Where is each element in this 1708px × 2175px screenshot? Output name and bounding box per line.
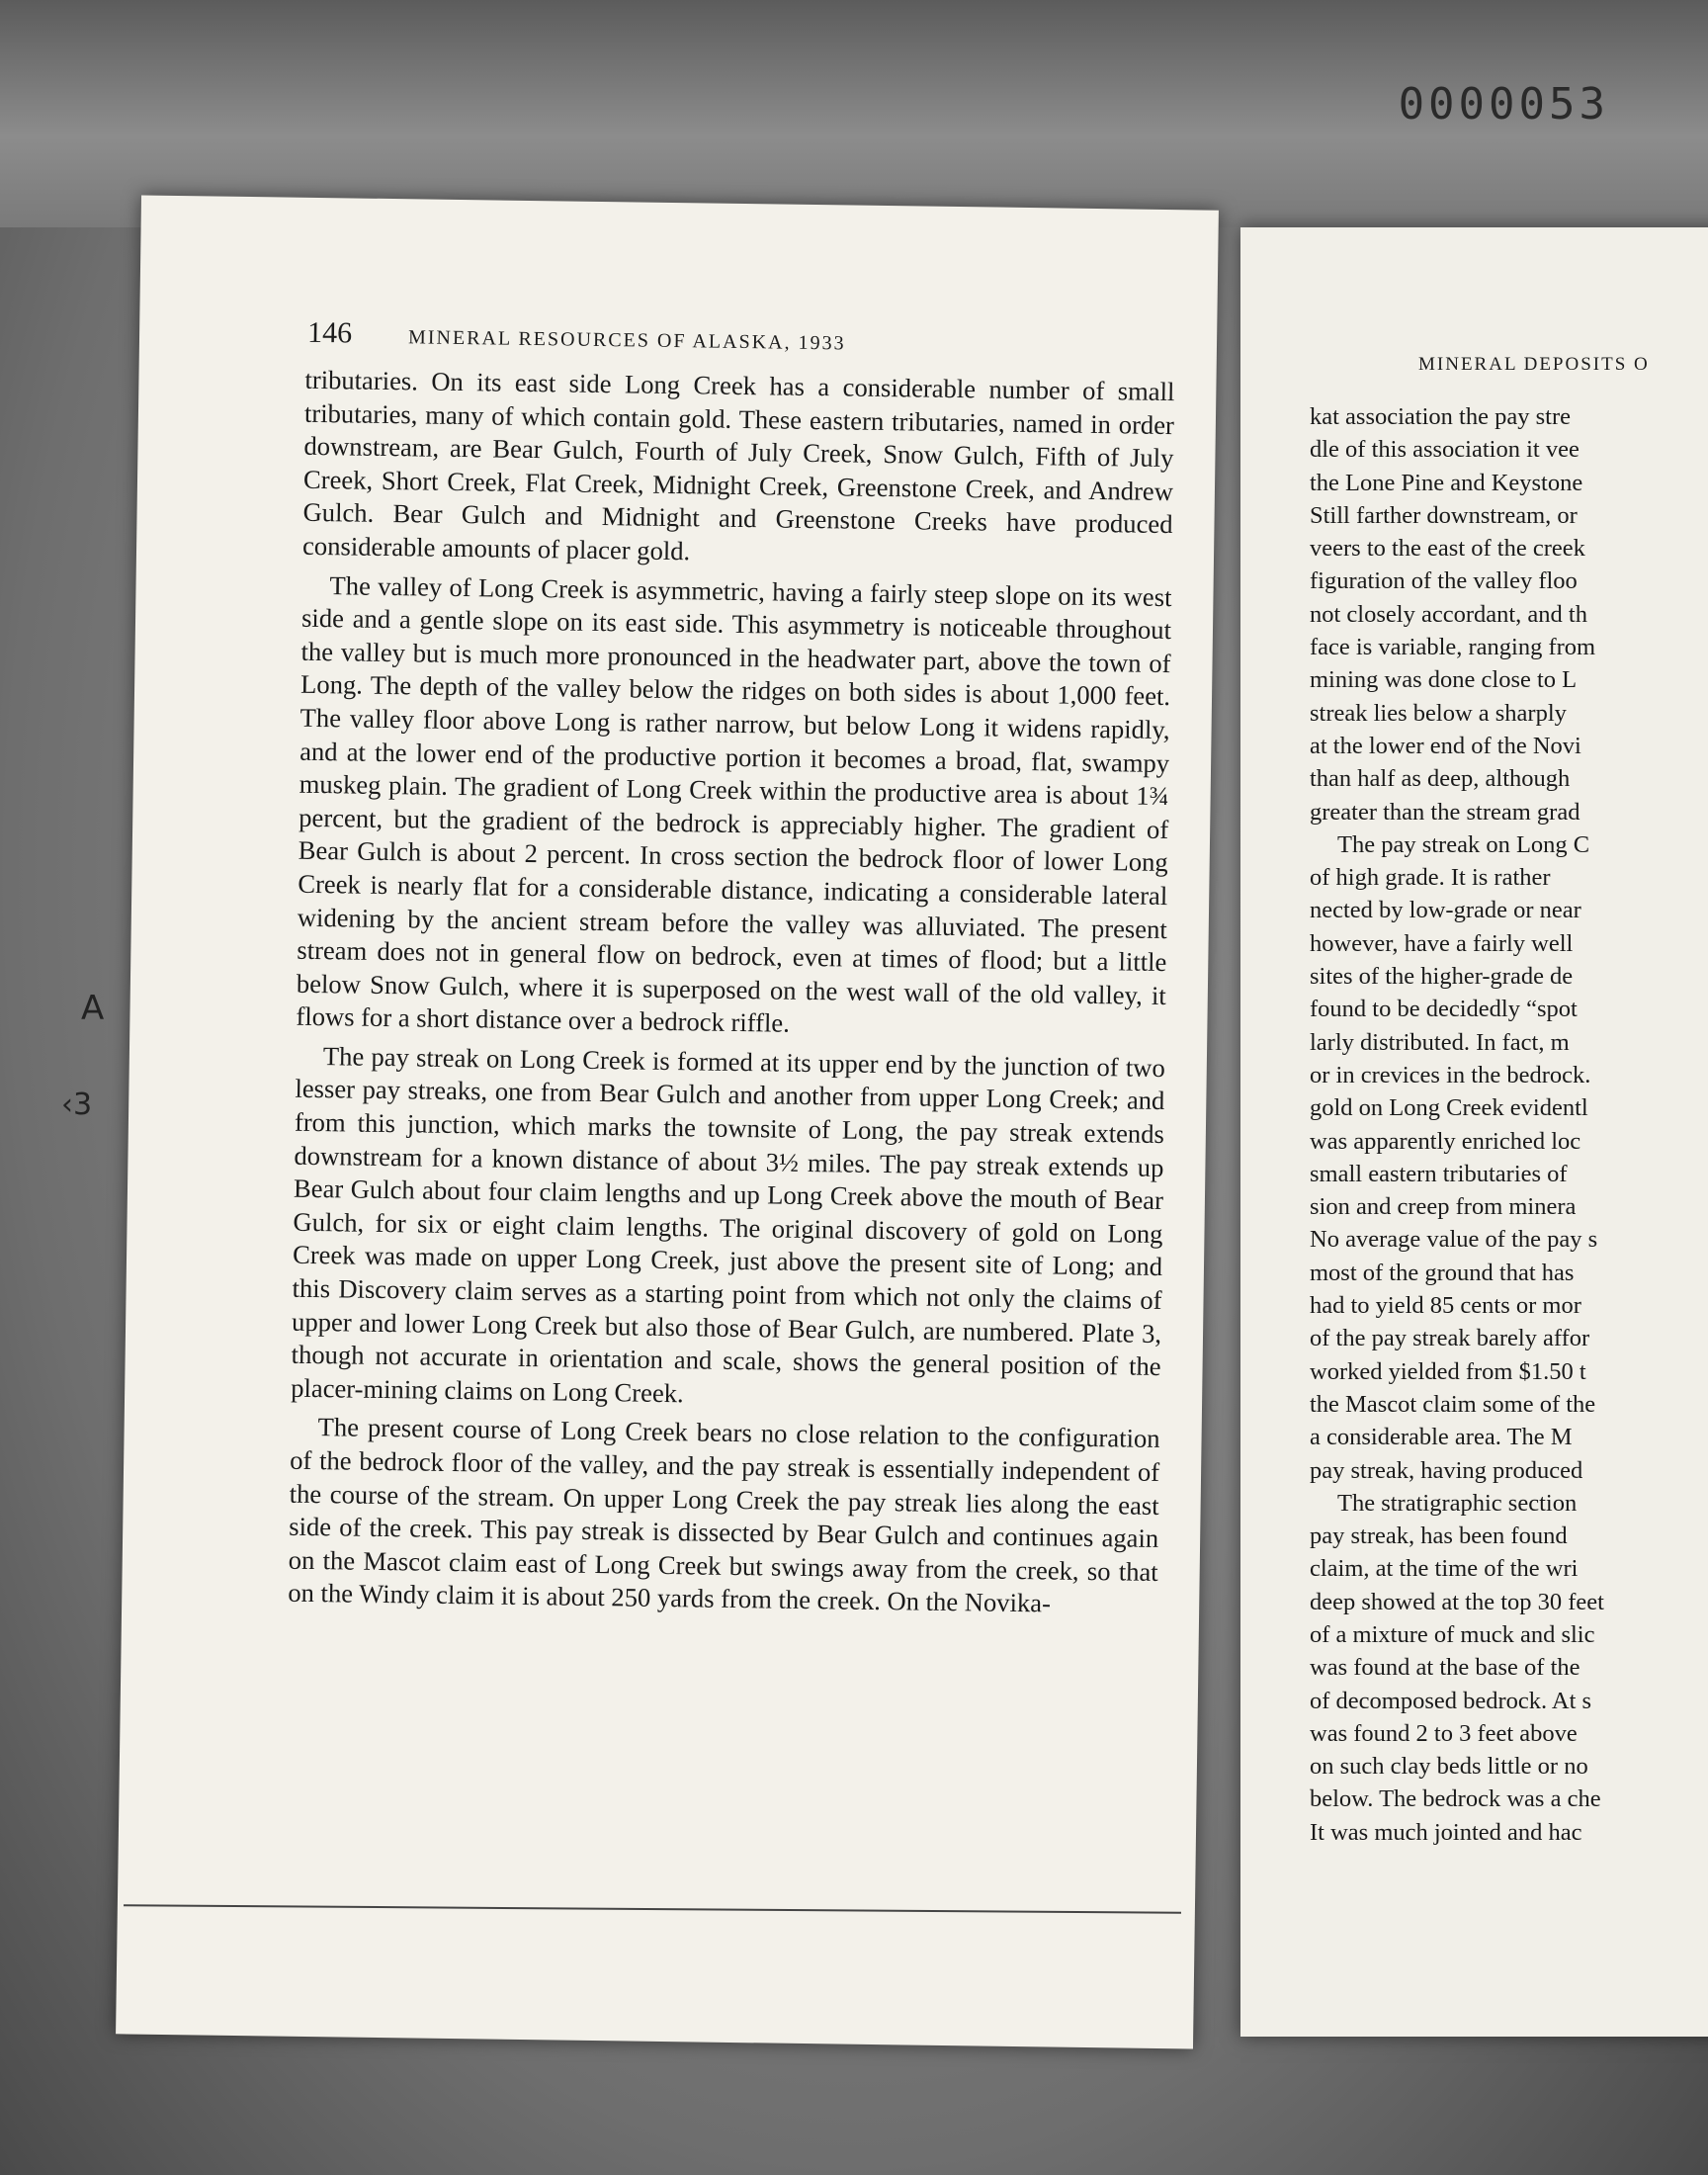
text-line: found to be decidedly “spot xyxy=(1310,996,1578,1023)
paragraph: tributaries. On its east side Long Creek has a considerable number of small tributaries, many of which contain gold. These eastern tributaries, named in order downstream, are Bear Gulch, Fourth of July Creek, Snow Gulch, Fifth of July Creek, Short Creek, Flat Creek, Midnight Creek, Greenstone Creek, and Andrew Gulch. Bear Gulch and Midnight and Greenstone Creeks have produced considerable amounts of placer gold. xyxy=(301,364,1175,566)
text-line: The pay streak on Long C xyxy=(1337,830,1590,858)
text-line: greater than the stream grad xyxy=(1310,798,1580,826)
text-line: had to yield 85 cents or mor xyxy=(1310,1292,1581,1320)
text-line: nected by low-grade or near xyxy=(1310,897,1581,924)
text-line: No average value of the pay s xyxy=(1310,1226,1598,1254)
margin-mark-a: A xyxy=(81,989,105,1028)
text-line: of a mixture of muck and slic xyxy=(1310,1620,1595,1648)
right-page xyxy=(1240,227,1708,2037)
paragraph: The pay streak on Long Creek is formed at its upper end by the junction of two lesser pay streaks, one from Bear Gulch and another from upper Long Creek; and from this junction, which marks the townsite of Long, the pay streak extends downstream for a known distance of about 3½ miles. The pay streak extends up Bear Gulch about four claim lengths and up Long Creek above the mouth of Bear Gulch, for six or eight claim lengths. The original discovery of gold on Long Creek was made on upper Long Creek, just above the present site of Long; and this Discovery claim serves as a starting point from which not only the claims of upper and lower Long Creek but also those of Bear Gulch, are numbered. Plate 3, though not accurate in orientation and scale, shows the general position of the placer-mining claims on Long Creek. xyxy=(291,1041,1166,1409)
text-line: of the pay streak barely affor xyxy=(1310,1325,1590,1352)
paragraph: The valley of Long Creek is asymmetric, having a fairly steep slope on its west side and a gentle slope on its east side. This asymmetry is noticeable throughout the valley but is much more pronounced in the headwater part, above the town of Long. The depth of the valley below the ridges on both sides is about 1,000 feet. The valley floor above Long is rather narrow, but below Long it widens rapidly, and at the lower end of the productive portion it becomes a broad, flat, swampy muskeg plain. The gradient of Long Creek within the productive area is about 1¾ percent, but the gradient of the bedrock is appreciably higher. The gradient of Bear Gulch is about 2 percent. In cross section the bedrock floor of lower Long Creek is nearly flat for a considerable distance, indicating a considerable lateral widening by the ancient stream before the valley was alluviated. The present stream does not in general flow on bedrock, even at times of flood; but a little below Snow Gulch, where it is superposed on the west wall of the old valley, it flows for a short distance over a bedrock riffle. xyxy=(296,569,1172,1038)
margin-mark-3: ‹3 xyxy=(61,1088,93,1122)
text-line: veers to the east of the creek xyxy=(1310,535,1585,563)
paragraph: The present course of Long Creek bears no close relation to the configuration of the bedrock floor of the valley, and the pay streak is essentially independent of the course of the stream. On upper Long Creek the pay streak lies along the east side of the creek. This pay streak is dissected by Bear Gulch and continues again on the Mascot claim east of Long Creek but swings away from the creek, so that on the Windy claim it is about 250 yards from the creek. On the Novika- xyxy=(288,1412,1160,1618)
text-line: sites of the higher-grade de xyxy=(1310,963,1574,991)
text-line: the Mascot claim some of the xyxy=(1310,1390,1596,1418)
text-line: than half as deep, although xyxy=(1310,765,1571,793)
text-line: gold on Long Creek evidentl xyxy=(1310,1094,1588,1122)
text-line: a considerable area. The M xyxy=(1310,1424,1573,1451)
text-line: worked yielded from $1.50 t xyxy=(1310,1357,1586,1385)
text-line: not closely accordant, and th xyxy=(1310,600,1587,628)
text-line: small eastern tributaries of xyxy=(1310,1160,1568,1187)
text-line: The stratigraphic section xyxy=(1337,1489,1578,1517)
text-line: streak lies below a sharply xyxy=(1310,699,1567,727)
text-line: pay streak, having produced xyxy=(1310,1456,1583,1484)
text-line: of decomposed bedrock. At s xyxy=(1310,1687,1592,1714)
text-line: pay streak, has been found xyxy=(1310,1522,1568,1550)
running-head: MINERAL RESOURCES OF ALASKA, 1933 xyxy=(407,326,846,355)
left-page-body xyxy=(288,364,1175,1628)
text-line: dle of this association it vee xyxy=(1310,436,1580,464)
text-line: mining was done close to L xyxy=(1310,666,1578,694)
document-number: 0000053 xyxy=(1398,79,1609,130)
text-line: sion and creep from minera xyxy=(1310,1193,1577,1221)
text-line: on such clay beds little or no xyxy=(1310,1753,1588,1781)
text-line: It was much jointed and hac xyxy=(1310,1818,1582,1846)
text-line: figuration of the valley floo xyxy=(1310,567,1578,595)
text-line: most of the ground that has xyxy=(1310,1259,1575,1286)
left-page-header xyxy=(307,316,1197,363)
text-line: the Lone Pine and Keystone xyxy=(1310,469,1583,496)
text-line: or in crevices in the bedrock. xyxy=(1310,1061,1591,1088)
text-line: Still farther downstream, or xyxy=(1310,501,1578,529)
text-line: deep showed at the top 30 feet xyxy=(1310,1588,1604,1615)
text-line: of high grade. It is rather xyxy=(1310,864,1551,892)
right-running-head: MINERAL DEPOSITS O xyxy=(1418,354,1650,375)
page-number: 146 xyxy=(306,315,353,350)
text-line: claim, at the time of the wri xyxy=(1310,1555,1579,1583)
text-line: was found 2 to 3 feet above xyxy=(1310,1719,1578,1747)
left-page xyxy=(116,195,1219,2048)
text-line: kat association the pay stre xyxy=(1310,403,1571,430)
right-page-body xyxy=(1310,400,1708,1849)
text-line: was apparently enriched loc xyxy=(1310,1127,1581,1155)
text-line: however, have a fairly well xyxy=(1310,929,1574,957)
text-line: was found at the base of the xyxy=(1310,1654,1580,1682)
text-line: face is variable, ranging from xyxy=(1310,634,1596,661)
text-line: below. The bedrock was a che xyxy=(1310,1785,1601,1813)
text-line: larly distributed. In fact, m xyxy=(1310,1028,1570,1056)
text-line: at the lower end of the Novi xyxy=(1310,732,1581,759)
